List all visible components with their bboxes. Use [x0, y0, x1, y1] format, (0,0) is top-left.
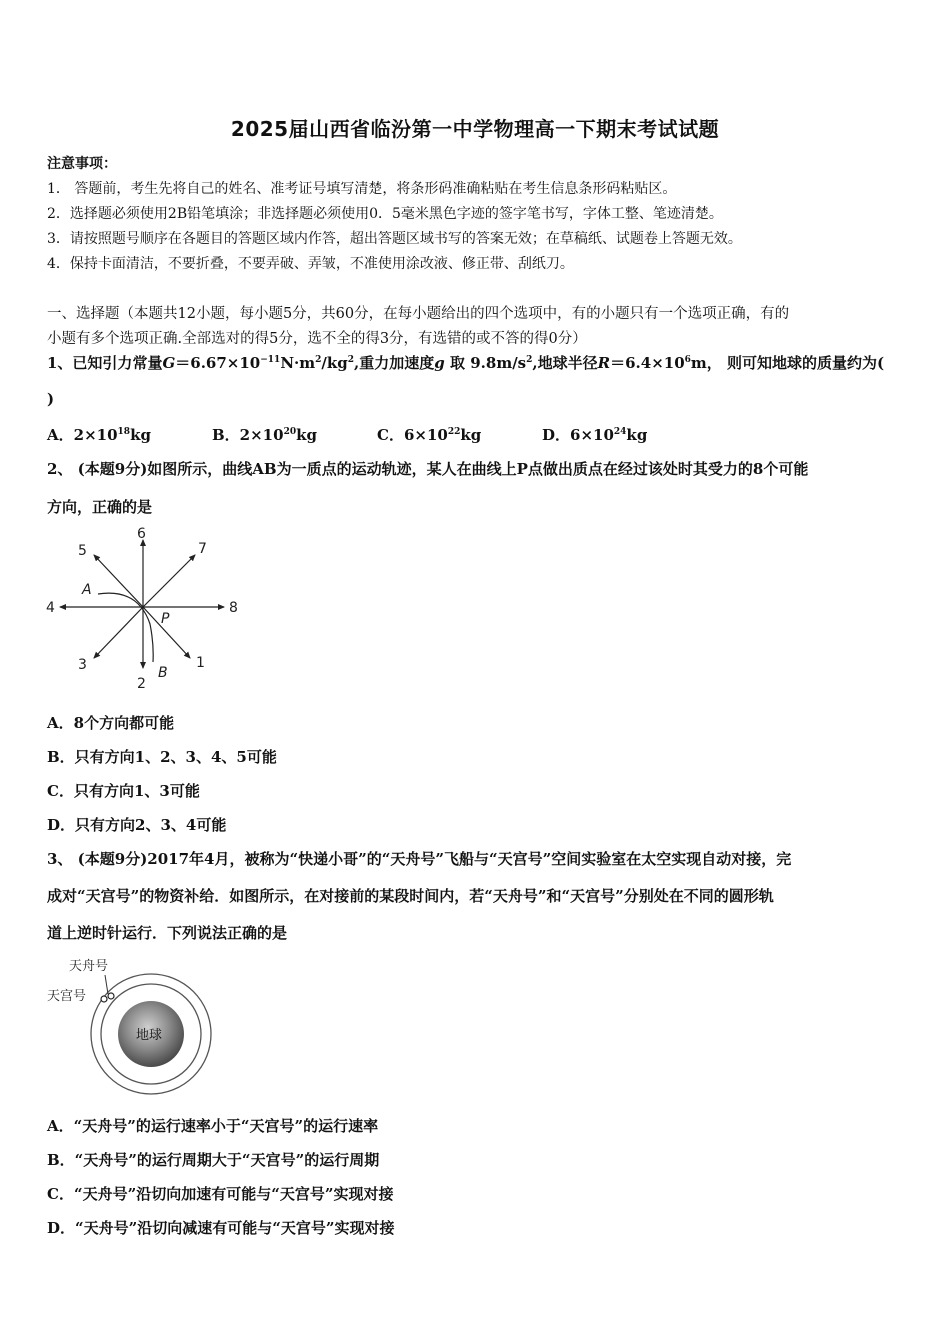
q1-option-a[interactable]: A．$2\times 10^{18}kg$ [47, 426, 151, 444]
direction-label-2: 2 [137, 676, 146, 692]
q1-stem: 1、已知引力常量$G=6.67\times 10^{-11}N\cdot m^2/kg^2$,重力加速度g 取 $9.8m/s^2$,地球半径$R=6.4\times 10^6m$， 则可知地球的质量约为( [47, 354, 885, 372]
q2-option-b[interactable]: B．只有方向1、2、3、4、5可能 [47, 748, 277, 766]
notice-item: 1． 答题前，考生先将自己的姓名、准考证号填写清楚，将条形码准确粘贴在考生信息条形码粘贴区。 [47, 181, 677, 197]
direction-label-1: 1 [196, 655, 205, 671]
point-p-label: P [161, 611, 170, 627]
tiangong-label: 天宫号 [47, 989, 87, 1004]
tianzhou-leader-line [105, 975, 108, 994]
q3-option-d[interactable]: D．“天舟号”沿切向减速有可能与“天宫号”实现对接 [47, 1219, 395, 1237]
page-title: 2025届山西省临汾第一中学物理高一下期末考试试题 [230, 117, 720, 141]
direction-label-5: 5 [78, 543, 87, 559]
q1-stem-close: ) [47, 390, 55, 408]
q1-option-d[interactable]: D．$6\times 10^{24}kg$ [542, 426, 648, 444]
arrow-3 [94, 607, 143, 658]
q2-option-d[interactable]: D．只有方向2、3、4可能 [47, 816, 227, 834]
notice-item: 2．选择题必须使用2B铅笔填涂；非选择题必须使用0．5毫米黑色字迹的签字笔书写，字体工整、笔迹清楚。 [47, 206, 723, 222]
arrow-7 [143, 555, 195, 607]
q3-option-b[interactable]: B．“天舟号”的运行周期大于“天宫号”的运行周期 [47, 1151, 380, 1169]
q3-stem-line3: 道上逆时针运行．下列说法正确的是 [47, 924, 288, 942]
trajectory-curve-ab [98, 593, 153, 662]
direction-label-4: 4 [46, 600, 55, 616]
direction-label-3: 3 [78, 657, 87, 673]
q1-option-c[interactable]: C．$6\times 10^{22}kg$ [377, 426, 482, 444]
section-instructions-line2: 小题有多个选项正确.全部选对的得5分，选不全的得3分，有选错的或不答的得0分） [47, 331, 587, 347]
direction-label-6: 6 [137, 526, 146, 542]
earth-label: 地球 [136, 1028, 163, 1043]
direction-label-8: 8 [229, 600, 238, 616]
tianzhou-label: 天舟号 [69, 959, 109, 974]
tianzhou-craft [108, 993, 114, 999]
notice-heading: 注意事项： [47, 156, 117, 172]
notice-item: 4．保持卡面清洁，不要折叠，不要弄破、弄皱，不准使用涂改液、修正带、刮纸刀。 [47, 256, 574, 272]
q3-option-a[interactable]: A．“天舟号”的运行速率小于“天宫号”的运行速率 [47, 1117, 379, 1135]
orbit-figure [45, 950, 215, 1098]
q3-stem-line2: 成对“天宫号”的物资补给．如图所示，在对接前的某段时间内，若“天舟号”和“天宫号”分别处在不同的圆形轨 [47, 887, 774, 905]
q3-stem-line1: 3、 (本题9分)2017年4月，被称为“快递小哥”的“天舟号”飞船与“天宫号”空间实验室在太空实现自动对接，完 [47, 850, 792, 868]
q3-option-c[interactable]: C．“天舟号”沿切向加速有可能与“天宫号”实现对接 [47, 1185, 394, 1203]
notice-item: 3．请按照题号顺序在各题目的答题区域内作答，超出答题区域书写的答案无效；在草稿纸、试题卷上答题无效。 [47, 231, 742, 247]
force-direction-figure [40, 522, 245, 694]
direction-label-7: 7 [198, 541, 207, 557]
point-a-label: A [82, 582, 92, 598]
point-b-label: B [158, 665, 168, 681]
section-instructions-line1: 一、选择题（本题共12小题，每小题5分，共60分，在每小题给出的四个选项中，有的小题只有一个选项正确，有的 [47, 306, 790, 322]
q2-option-a[interactable]: A．8个方向都可能 [47, 714, 175, 732]
arrow-5 [94, 555, 143, 607]
q1-option-b[interactable]: B．$2\times 10^{20}kg$ [212, 426, 317, 444]
q2-stem-line2: 方向，正确的是 [47, 498, 153, 516]
tiangong-craft [101, 996, 107, 1002]
q2-stem-line1: 2、 (本题9分)如图所示，曲线AB为一质点的运动轨迹，某人在曲线上P点做出质点在经过该处时其受力的8个可能 [47, 460, 809, 478]
q2-option-c[interactable]: C．只有方向1、3可能 [47, 782, 200, 800]
